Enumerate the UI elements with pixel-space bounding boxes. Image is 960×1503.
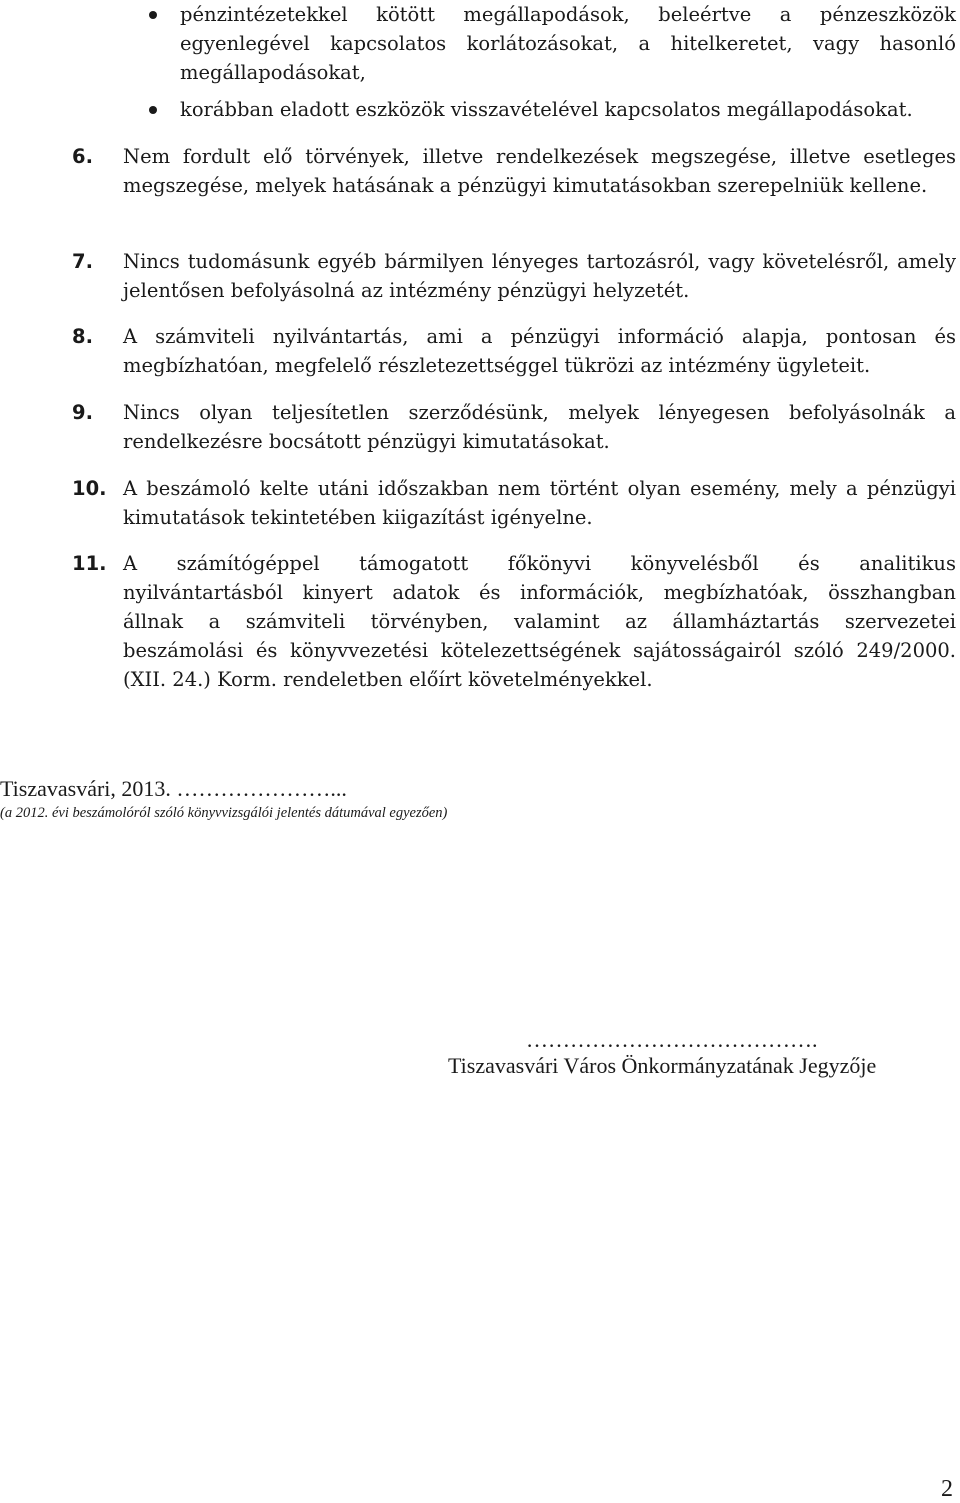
item-text: A beszámoló kelte utáni időszakban nem történt olyan esemény, mely a pénzügyi kimutatások tekintetében kiigazítást igényelne. [123,477,956,529]
item-text-line: A számítógéppel támogatott főkönyvi könyvelésből és analitikus [123,552,956,575]
signature-line: …………………………………. [526,1027,818,1052]
bullet-item-1 [180,0,956,87]
place-date: Tiszavasvári, 2013. …………………... [0,776,347,801]
bullet-icon [149,11,157,19]
bullet-item-2 [180,95,956,124]
bullet-item-text: pénzintézetekkel kötött megállapodások, beleértve a pénzeszközök egyenlegével kapcsolatos korlátozásokat, a hitelkeretet, vagy hasonló megállapodásokat, [180,3,956,84]
bullet-item-text: korábban eladott eszközök visszavételével kapcsolatos megállapodásokat. [180,98,913,121]
item-number: 11. [72,552,107,575]
item-number: 7. [72,250,93,273]
item-text: Nincs olyan teljesítetlen szerződésünk, melyek lényegesen befolyásolnák a rendelkezésre bocsátott pénzügyi kimutatásokat. [123,401,956,453]
item-number: 6. [72,145,93,168]
item-number: 8. [72,325,93,348]
item-text: Nem fordult elő törvények, illetve rendelkezések megszegése, illetve esetleges megszegése, melyek hatásának a pénzügyi kimutatásokban szerepelniük kellene. [123,145,956,197]
date-note: (a 2012. évi beszámolóról szóló könyvvizsgálói jelentés dátumával egyezően) [0,805,448,821]
item-text-line: beszámolási és könyvvezetési kötelezettségének sajátosságairól szóló 249/2000. [123,639,956,662]
item-text: Nincs tudomásunk egyéb bármilyen lényeges tartozásról, vagy követelésről, amely jelentősen befolyásolná az intézmény pénzügyi helyzetét. [123,250,956,302]
item-number: 9. [72,401,93,424]
item-text: A számviteli nyilvántartás, ami a pénzügyi információ alapja, pontosan és megbízhatóan, megfelelő részletezettséggel tükrözi az intézmény ügyleteit. [123,325,956,377]
item-text-line: állnak a számviteli törvényben, valamint az államháztartás szervezetei [123,610,956,633]
item-number: 10. [72,477,107,500]
signatory-name: Tiszavasvári Város Önkormányzatának Jegyzője [448,1053,877,1078]
page-number: 2 [941,1476,953,1502]
item-text-line: nyilvántartásból kinyert adatok és információk, megbízhatóak, összhangban [123,581,956,604]
bullet-icon [149,106,157,114]
item-text-line: (XII. 24.) Korm. rendeletben előírt követelményekkel. [123,668,653,691]
